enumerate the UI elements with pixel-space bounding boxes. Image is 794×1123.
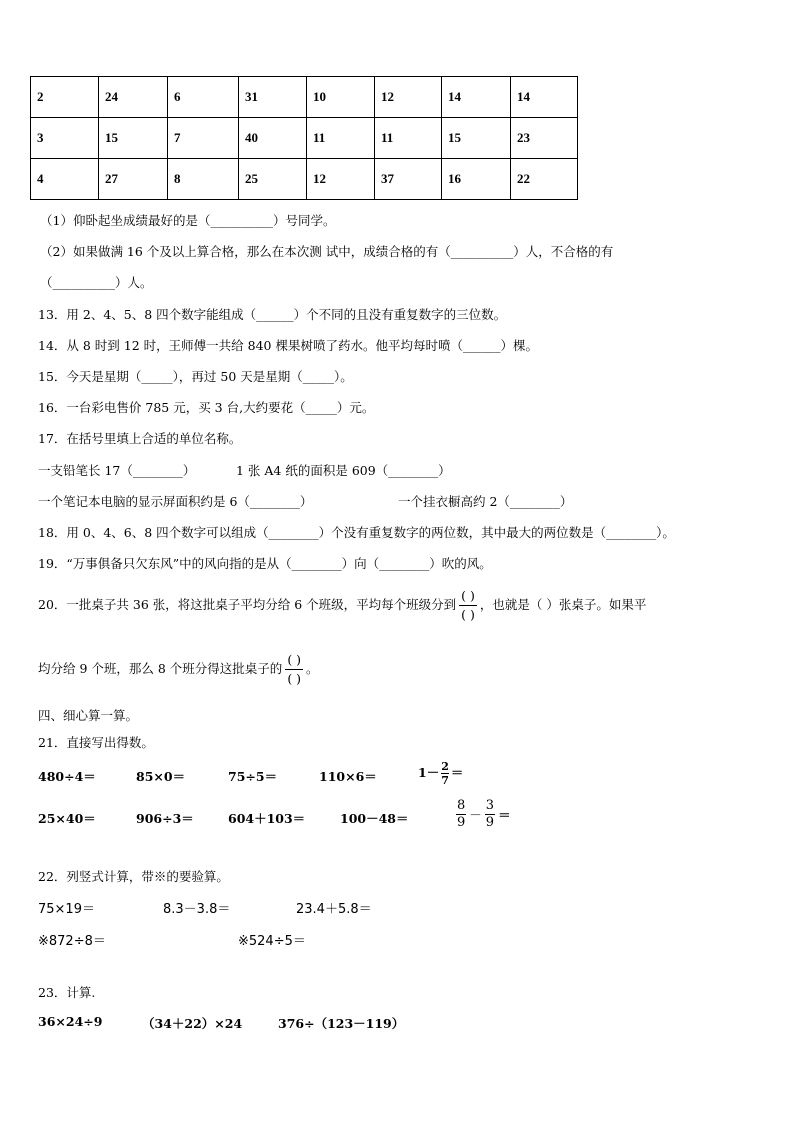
fraction-denominator: ( ) [461,607,475,622]
q17-item-b: 1 张 A4 纸的面积是 609（________） [236,463,451,478]
table-cell: 27 [99,159,168,200]
q12-part1: （1）仰卧起坐成绩最好的是（__________）号同学。 [40,213,336,228]
fraction-denominator: 7 [441,774,449,787]
q21-r1-b: 85×0＝ [136,769,186,784]
question-14: 14．从 8 时到 12 时，王师傅一共给 840 棵果树喷了药水。他平均每时喷（______）棵。 [38,338,538,353]
q20-text-d: 。 [306,661,319,676]
table-cell: 6 [168,77,239,118]
question-15: 15．今天是星期（_____），再过 50 天是星期（_____）。 [38,369,353,384]
fraction-denominator: 9 [457,815,466,830]
expr-equals: ＝ [450,765,464,780]
q21-r1-e [418,760,463,787]
q21-r2-d: 100－48＝ [340,811,409,826]
table-cell: 23 [511,118,578,159]
table-cell: 15 [99,118,168,159]
fraction-numerator: 2 [441,760,449,773]
fraction-numerator: 8 [457,798,466,813]
table-cell: 14 [442,77,511,118]
q21-r2-c: 604＋103＝ [228,811,306,826]
table-cell: 10 [307,77,375,118]
q17-item-d: 一个挂衣橱高约 2（________） [398,494,573,509]
question-19: 19．“万事俱备只欠东风”中的风向指的是从（________）向（________）吹的风。 [38,556,492,571]
table-cell: 12 [375,77,442,118]
table-cell: 24 [99,77,168,118]
expr-equals: ＝ [498,807,511,823]
question-21: 21．直接写出得数。 [38,735,154,750]
table-cell: 7 [168,118,239,159]
table-cell: 2 [31,77,99,118]
question-23: 23．计算. [38,985,96,1000]
question-22: 22．列竖式计算，带※的要验算。 [38,869,229,884]
table-cell: 37 [375,159,442,200]
table-cell: 4 [31,159,99,200]
fraction-3-9 [485,798,495,831]
question-13: 13．用 2、4、5、8 四个数字能组成（______）个不同的且没有重复数字的三位数。 [38,307,507,322]
table-cell: 16 [442,159,511,200]
table-cell: 25 [239,159,307,200]
q22-item-5: ※524÷5＝ [238,934,306,949]
question-20-line1 [38,587,646,624]
fraction-numerator: ( ) [459,587,477,606]
fraction-2-7 [441,760,449,787]
question-16: 16．一台彩电售价 785 元，买 3 台,大约要花（_____）元。 [38,400,375,415]
table-row [31,77,578,118]
q17-item-c: 一个笔记本电脑的显示屏面积约是 6（________） [38,494,313,509]
q23-item-2: （34＋22）×24 [142,1016,243,1031]
table-cell: 11 [375,118,442,159]
q21-r2-e [453,798,511,831]
table-cell: 8 [168,159,239,200]
q12-part2: （2）如果做满 16 个及以上算合格，那么在本次测 试中，成绩合格的有（__________）人，不合格的有 [40,244,614,259]
question-18: 18．用 0、4、6、8 四个数字可以组成（________）个没有重复数字的两位数，其中最大的两位数是（________）。 [38,525,675,540]
table-row [31,118,578,159]
table-cell: 22 [511,159,578,200]
table-cell: 40 [239,118,307,159]
fraction-numerator: ( ) [285,651,303,670]
q22-item-3: 23.4＋5.8＝ [296,902,372,917]
fraction-8-9 [456,798,466,831]
expr-prefix: 1－ [418,765,440,780]
q20-text-b: ，也就是（ ）张桌子。如果平 [479,597,647,612]
q21-r1-c: 75÷5＝ [228,769,278,784]
q20-text-c: 均分给 9 个班，那么 8 个班分得这批桌子的 [38,661,283,676]
q21-r2-b: 906÷3＝ [136,811,194,826]
table-cell: 31 [239,77,307,118]
q21-r1-a: 480÷4＝ [38,769,96,784]
fraction-denominator: ( ) [287,671,302,686]
q12-part2-cont: （__________）人。 [40,275,153,290]
score-table [30,76,578,200]
q17-item-a: 一支铅笔长 17（________） [38,463,196,478]
q20-fraction-1 [459,587,477,624]
q22-item-4: ※872÷8＝ [38,934,106,949]
q20-fraction-2 [285,651,303,688]
table-cell: 15 [442,118,511,159]
question-20-line2 [38,651,319,688]
q23-item-1: 36×24÷9 [38,1014,103,1029]
table-cell: 12 [307,159,375,200]
q20-text-a: 20．一批桌子共 36 张，将这批桌子平均分给 6 个班级，平均每个班级分到 [38,597,457,612]
table-cell: 11 [307,118,375,159]
fraction-denominator: 9 [485,815,495,830]
q22-item-2: 8.3－3.8＝ [163,902,231,917]
q21-r2-a: 25×40＝ [38,811,96,826]
minus-sign: － [469,807,482,823]
q22-item-1: 75×19＝ [38,902,95,917]
q23-item-3: 376÷（123－119） [278,1016,405,1031]
table-cell: 14 [511,77,578,118]
table-cell: 3 [31,118,99,159]
section-4-heading: 四、细心算一算。 [38,708,139,723]
table-row [31,159,578,200]
question-17: 17．在括号里填上合适的单位名称。 [38,431,242,446]
q21-r1-d: 110×6＝ [319,769,377,784]
fraction-numerator: 3 [485,798,495,813]
